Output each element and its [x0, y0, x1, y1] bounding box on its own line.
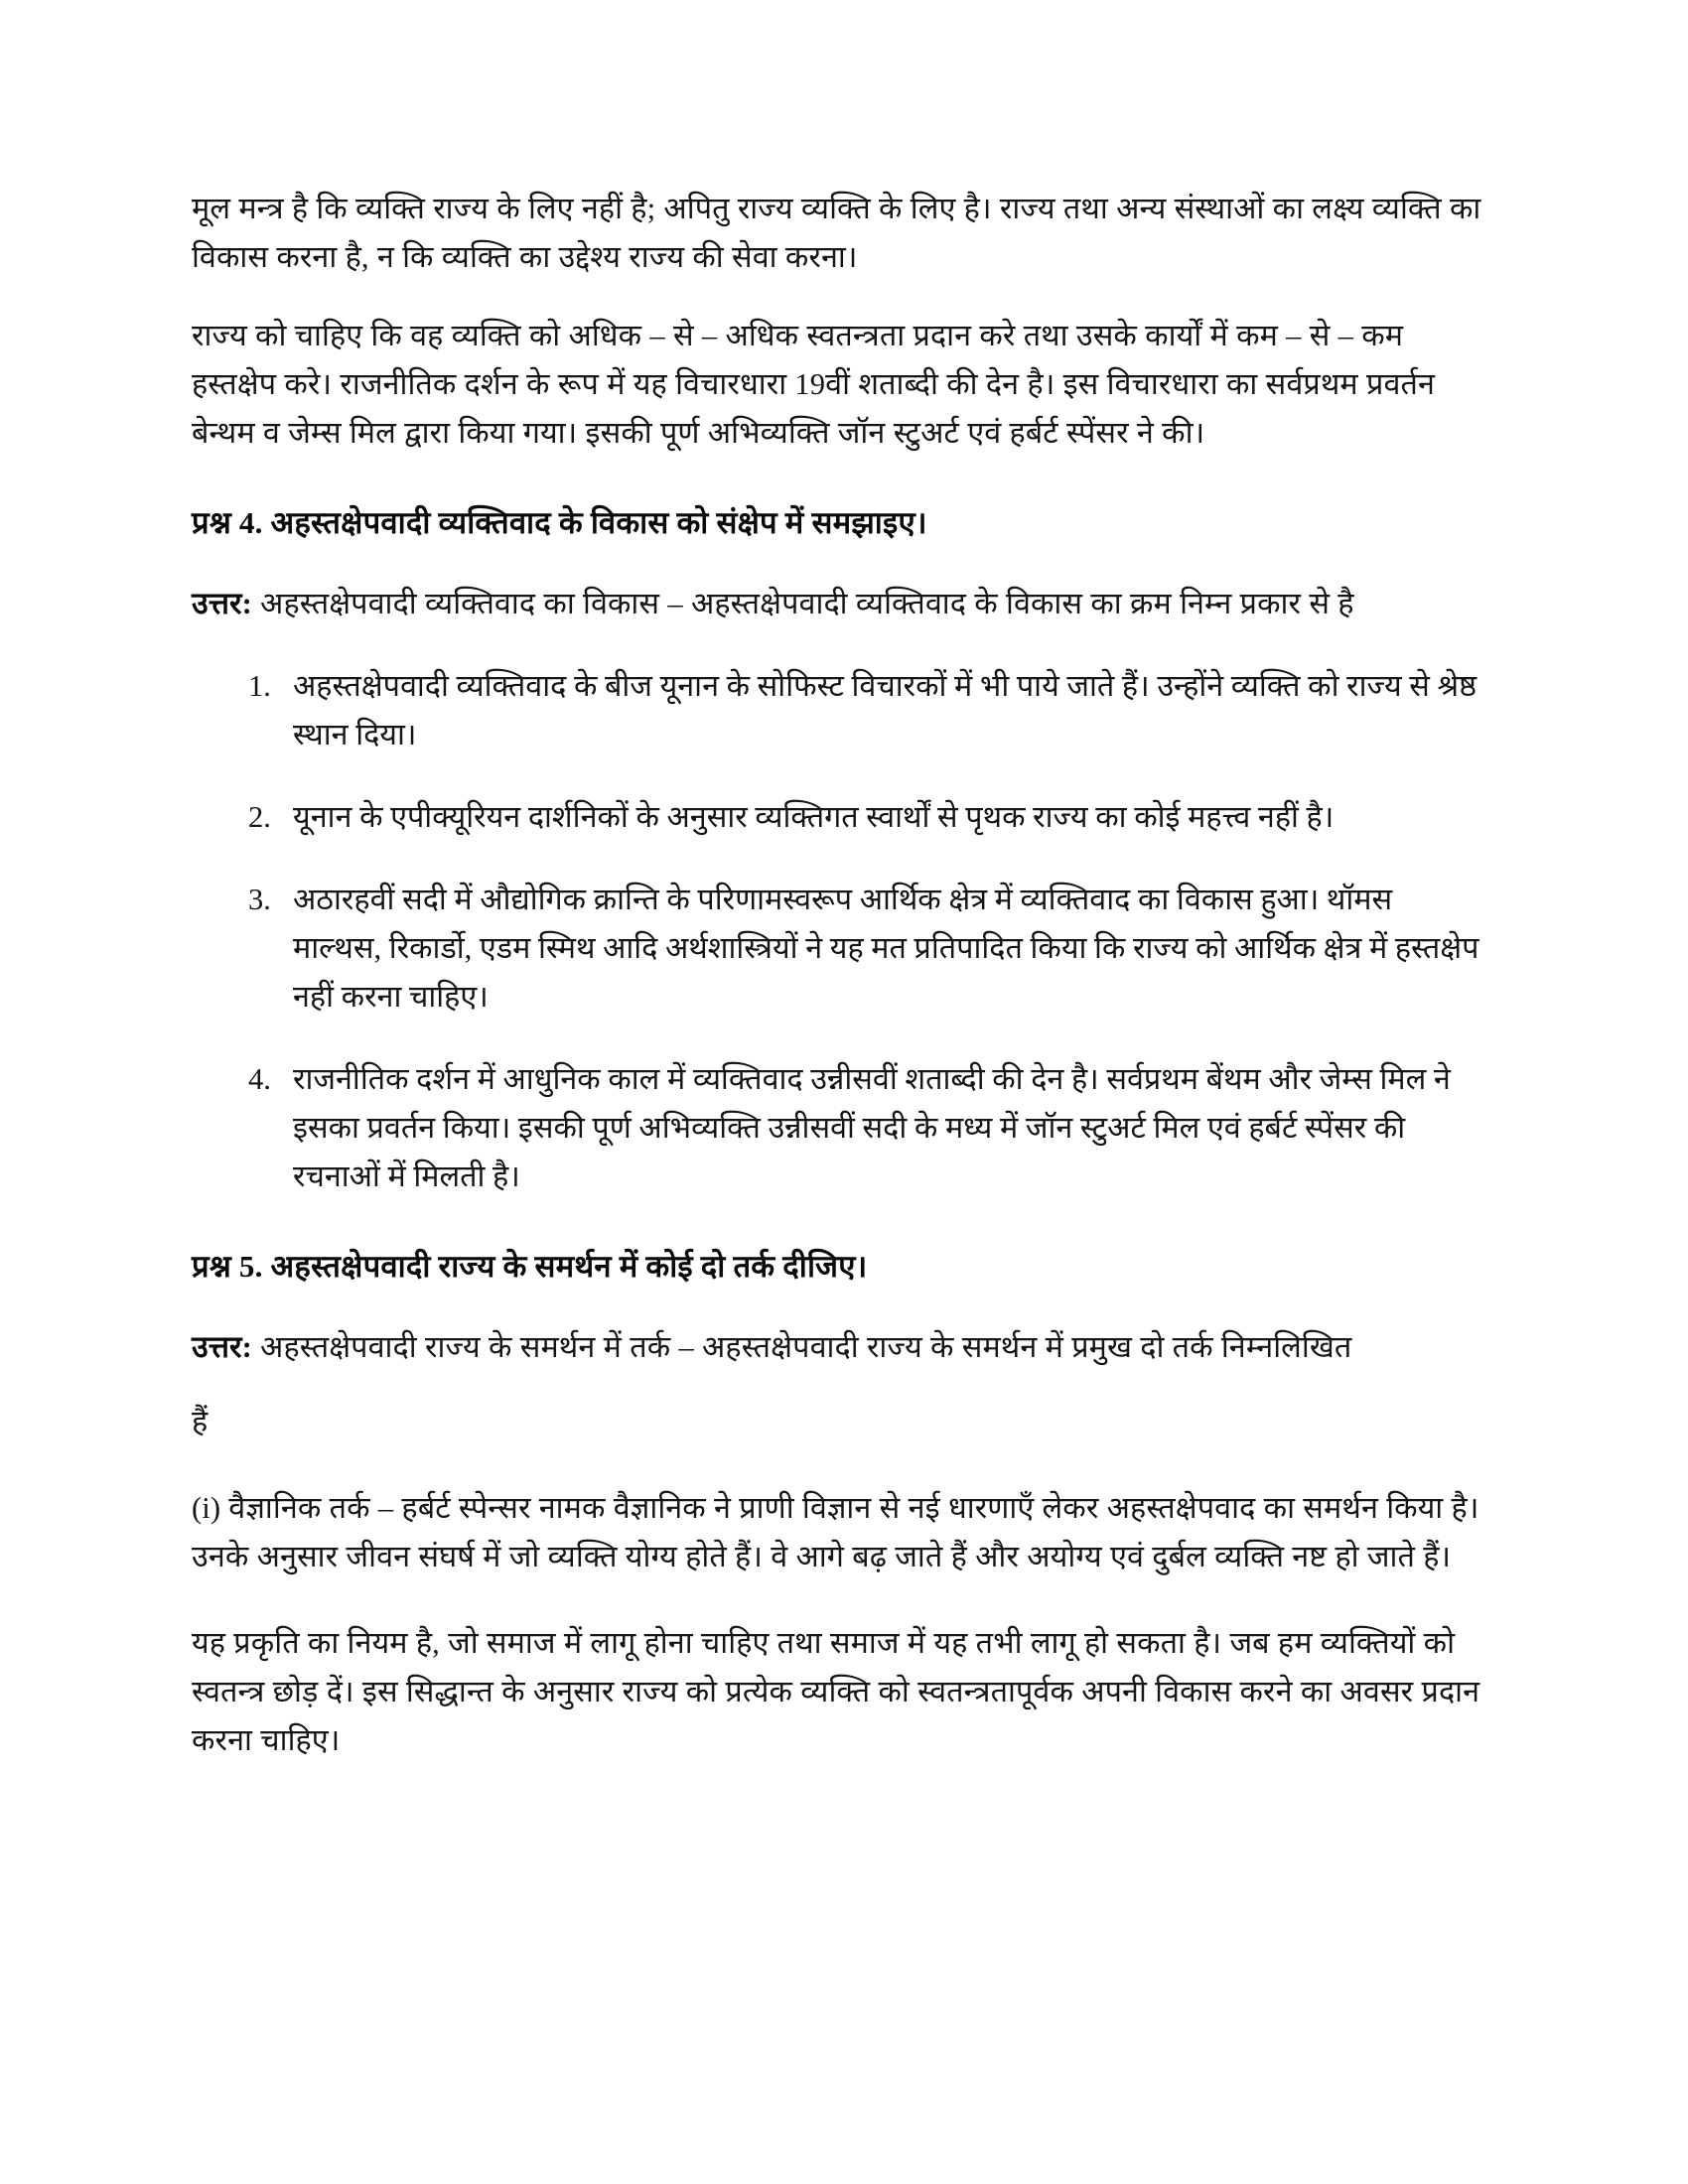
question-5-answer-intro	[192, 1323, 1482, 1372]
question-4-answer-intro	[192, 580, 1482, 628]
answer-intro-text-q5: अहस्तक्षेपवादी राज्य के समर्थन में तर्क – अहस्तक्षेपवादी राज्य के समर्थन में प्रमुख दो तर्क निम्नलिखित	[251, 1330, 1352, 1364]
list-item-text: यूनान के एपीक्यूरियन दार्शनिकों के अनुसार व्यक्तिगत स्वार्थों से पृथक राज्य का कोई महत्त्व नहीं है।	[293, 800, 1335, 834]
list-item-text: राजनीतिक दर्शन में आधुनिक काल में व्यक्तिवाद उन्नीसवीं शताब्दी की देन है। सर्वप्रथम बेंथम और जेम्स मिल ने इसका प्रवर्तन किया। इसकी पूर्ण अभिव्यक्ति उन्नीसवीं सदी के मध्य में जॉन स्टुअर्ट मिल एवं हर्बर्ट स्पेंसर की रचनाओं में मिलती है।	[293, 1062, 1451, 1193]
answer-label-q4: उत्तर:	[192, 587, 252, 620]
intro-paragraph-2: राज्य को चाहिए कि वह व्यक्ति को अधिक – से – अधिक स्वतन्त्रता प्रदान करे तथा उसके कार्यों में कम – से – कम हस्तक्षेप करे। राजनीतिक दर्शन के रूप में यह विचारधारा 19वीं शताब्दी की देन है। इस विचारधारा का सर्वप्रथम प्रवर्तन बेन्थम व जेम्स मिल द्वारा किया गया। इसकी पूर्ण अभिव्यक्ति जॉन स्टुअर्ट एवं हर्बर्ट स्पेंसर ने की।	[192, 319, 1436, 450]
list-item-marker: 3.	[248, 883, 271, 916]
question-5-answer-intro-tail: हैं	[192, 1405, 209, 1438]
answer-intro-text-q4: अहस्तक्षेपवादी व्यक्तिवाद का विकास – अहस्तक्षेपवादी व्यक्तिवाद के विकास का क्रम निम्न प्रकार से है	[251, 587, 1354, 620]
question-5-closing-paragraph: यह प्रकृति का नियम है, जो समाज में लागू होना चाहिए तथा समाज में यह तभी लागू हो सकता है। जब हम व्यक्तियों को स्वतन्त्र छोड़ दें। इस सिद्धान्त के अनुसार राज्य को प्रत्येक व्यक्ति को स्वतन्त्रतापूर्वक अपनी विकास करने का अवसर प्रदान करना चाहिए।	[192, 1626, 1480, 1757]
list-item	[192, 1055, 1482, 1201]
list-item	[192, 793, 1482, 842]
list-item-text: अहस्तक्षेपवादी व्यक्तिवाद के बीज यूनान के सोफिस्ट विचारकों में भी पाये जाते हैं। उन्होंने व्यक्ति को राज्य से श्रेष्ठ स्थान दिया।	[293, 669, 1477, 751]
question-5-point-i: (i) वैज्ञानिक तर्क – हर्बर्ट स्पेन्सर नामक वैज्ञानिक ने प्राणी विज्ञान से नई धारणाएँ लेकर अहस्तक्षेपवाद का समर्थन किया है। उनके अनुसार जीवन संघर्ष में जो व्यक्ति योग्य होते हैं। वे आगे बढ़ जाते हैं और अयोग्य एवं दुर्बल व्यक्ति नष्ट हो जाते हैं।	[192, 1491, 1479, 1573]
intro-paragraph-1: मूल मन्त्र है कि व्यक्ति राज्य के लिए नहीं है; अपितु राज्य व्यक्ति के लिए है। राज्य तथा अन्य संस्थाओं का लक्ष्य व्यक्ति का विकास करना है, न कि व्यक्ति का उद्देश्य राज्य की सेवा करना।	[192, 192, 1481, 274]
question-4-answer-list	[192, 662, 1482, 1201]
list-item-marker: 2.	[248, 800, 271, 834]
page-content	[192, 185, 1482, 1795]
list-item	[192, 876, 1482, 1022]
question-4-heading: प्रश्न 4. अहस्तक्षेपवादी व्यक्तिवाद के विकास को संक्षेप में समझाइए।	[192, 505, 927, 540]
list-item-text: अठारहवीं सदी में औद्योगिक क्रान्ति के परिणामस्वरूप आर्थिक क्षेत्र में व्यक्तिवाद का विकास हुआ। थॉमस माल्थस, रिकार्डो, एडम स्मिथ आदि अर्थशास्त्रियों ने यह मत प्रतिपादित किया कि राज्य को आर्थिक क्षेत्र में हस्तक्षेप नहीं करना चाहिए।	[293, 883, 1479, 1014]
list-item	[192, 662, 1482, 759]
question-5-heading: प्रश्न 5. अहस्तक्षेपवादी राज्य के समर्थन में कोई दो तर्क दीजिए।	[192, 1249, 868, 1284]
answer-label-q5: उत्तर:	[192, 1330, 252, 1364]
list-item-marker: 1.	[248, 669, 271, 703]
list-item-marker: 4.	[248, 1062, 271, 1096]
